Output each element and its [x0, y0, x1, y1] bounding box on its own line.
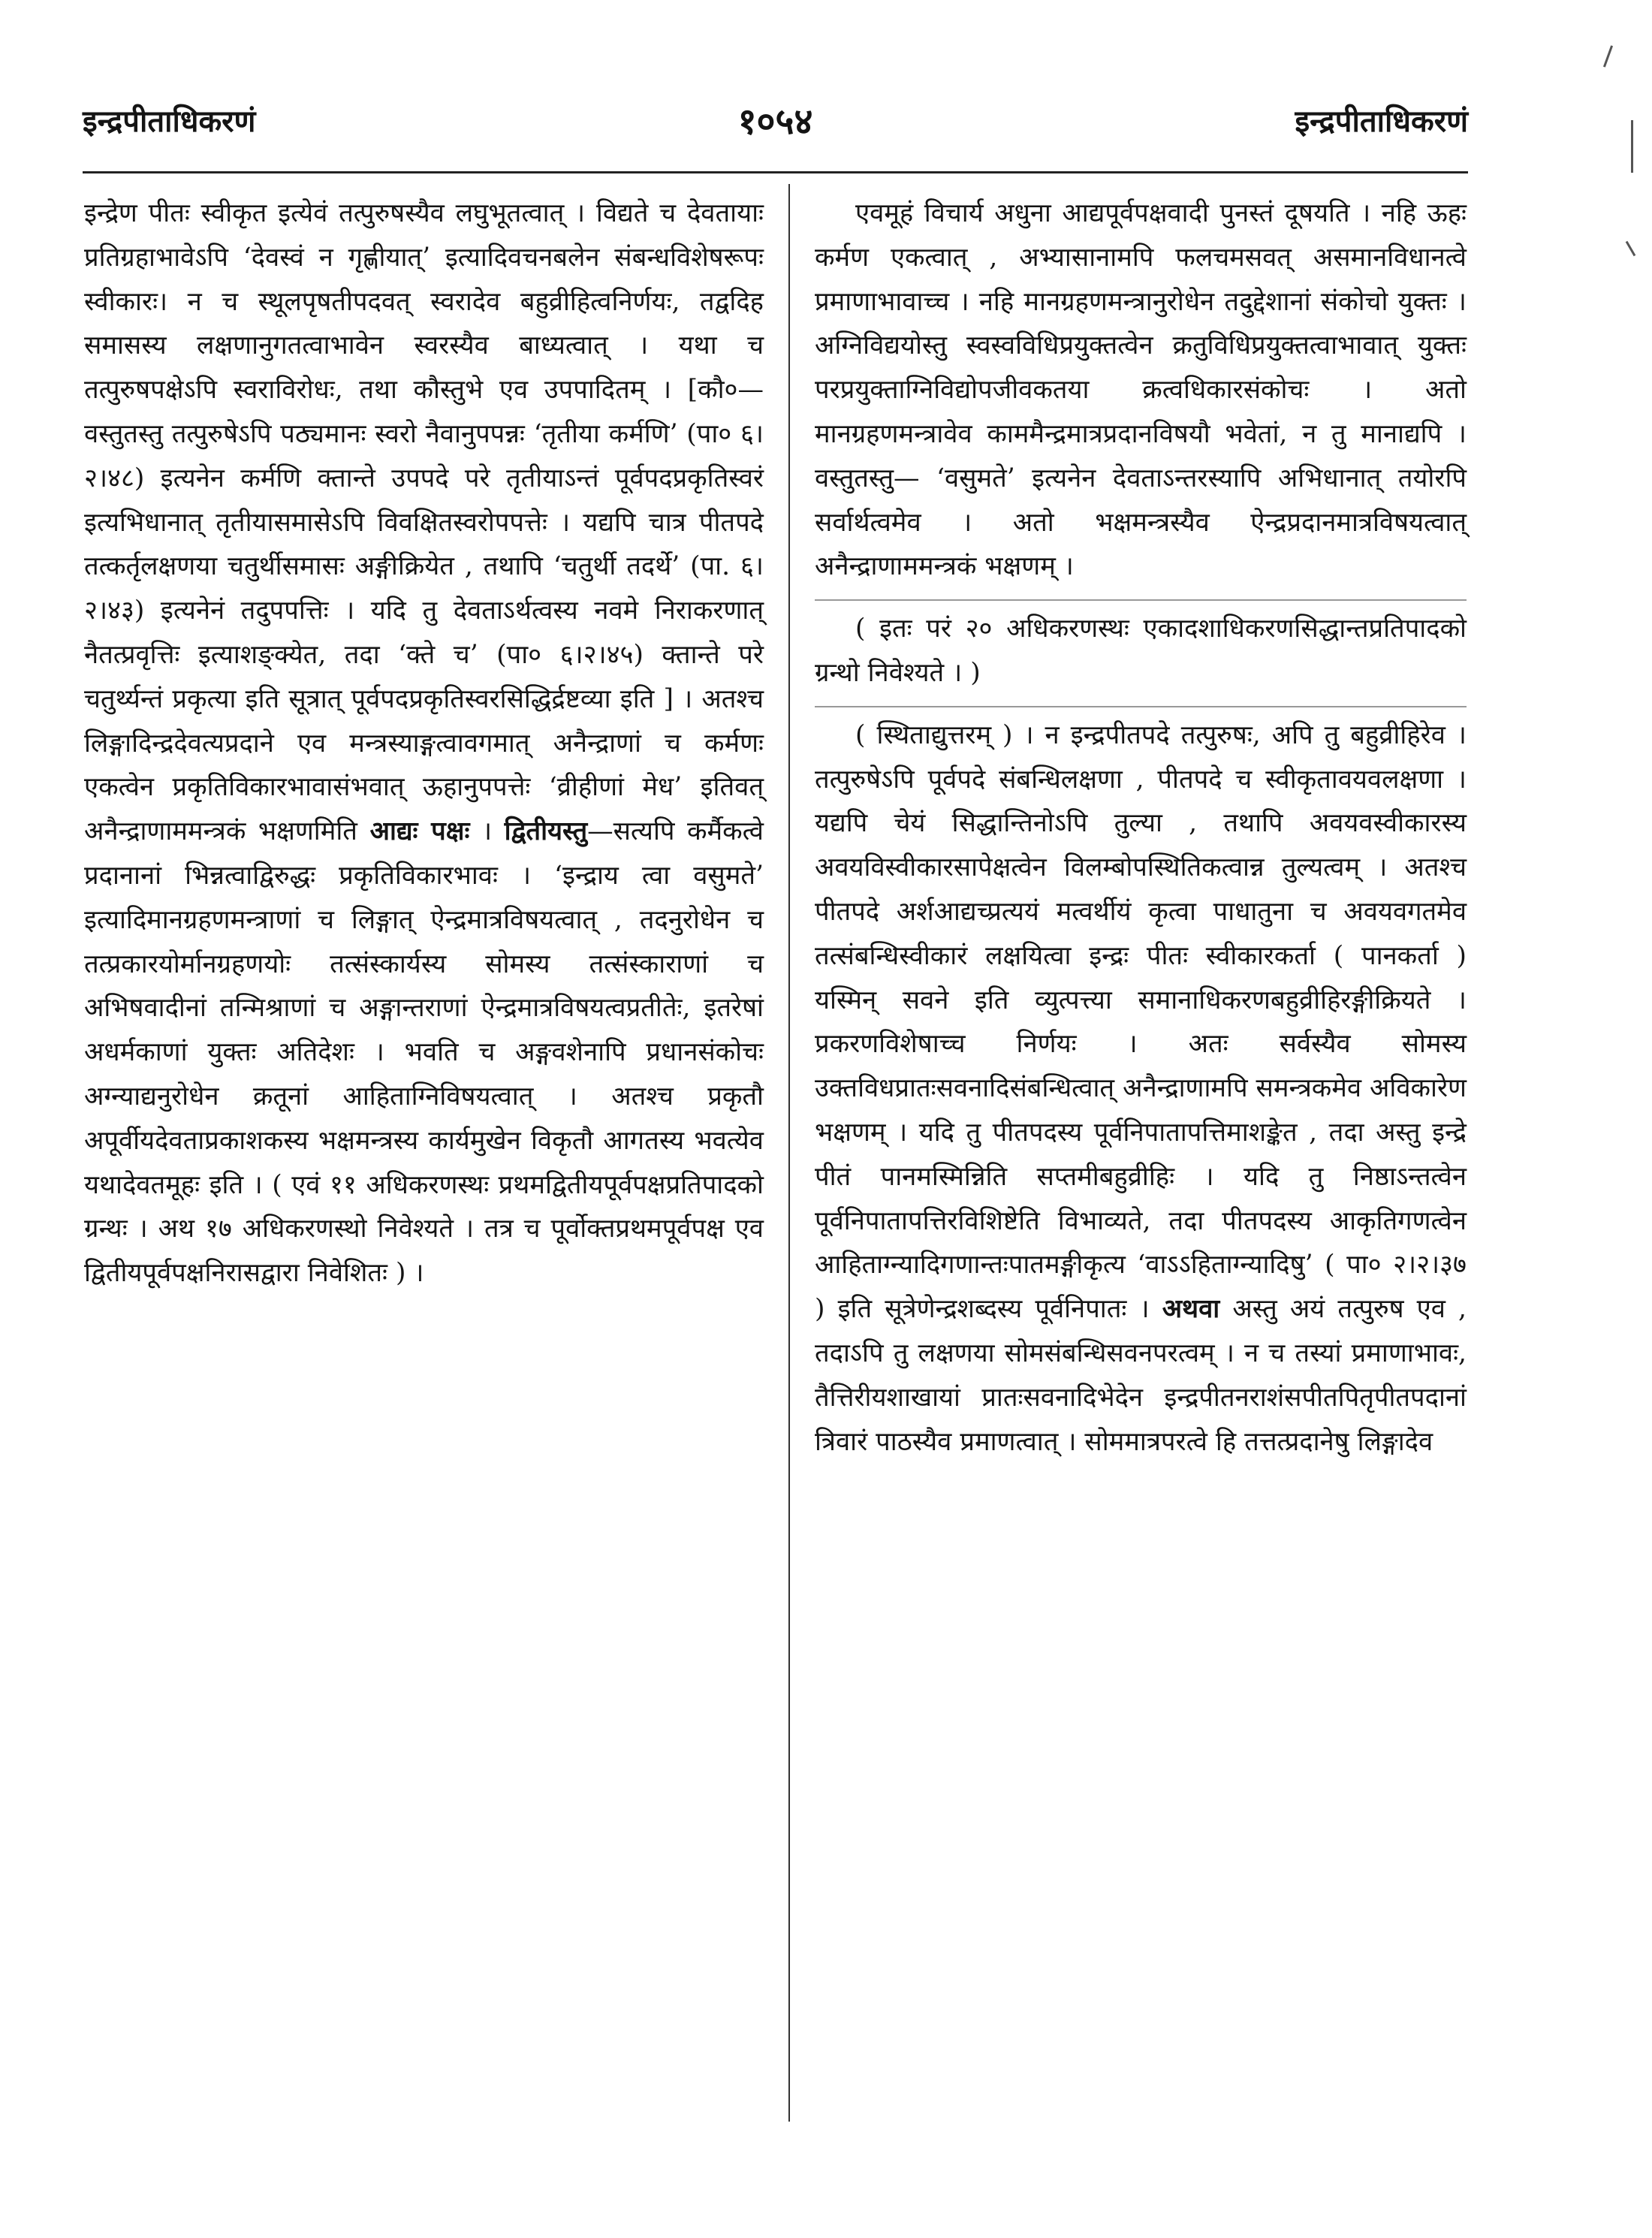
right-paragraph-2: ( इतः परं २० अधिकरणस्थः एकादशाधिकरणसिद्धान्तप्रतिपादको ग्रन्थो निवेश्यते । )	[815, 599, 1467, 695]
second-view-label: द्वितीयस्तु	[504, 816, 588, 847]
page-header	[83, 89, 1468, 156]
right-paragraph-3	[815, 706, 1467, 1464]
left-text-1: इन्द्रेण पीतः स्वीकृत इत्येवं तत्पुरुषस्यैव लघुभूतत्वात् । विद्यते च देवतायाः प्रतिग्रहाभावेऽपि ‘देवस्वं न गृह्णीयात्’ इत्यादिवचनबलेन संबन्धविशेषरूपः स्वीकारः। न च स्थूलपृषतीपदवत् स्वरादेव बहुव्रीहित्वनिर्णयः, तद्वदिह समासस्य लक्षणानुगतत्वाभावेन स्वरस्यैव बाध्यत्वात् । यथा च तत्पुरुषपक्षेऽपि स्वराविरोधः, तथा कौस्तुभे एव उपपादितम् । [कौ०—वस्तुतस्तु तत्पुरुषेऽपि पठ्यमानः स्वरो नैवानुपपन्नः ‘तृतीया कर्मणि’ (पा० ६।२।४८) इत्यनेन कर्मणि क्तान्ते उपपदे परे तृतीयाऽन्तं पूर्वपदप्रकृतिस्वरं इत्यभिधानात् तृतीयासमासेऽपि विवक्षितस्वरोपपत्तेः । यद्यपि चात्र पीतपदे तत्कर्तृलक्षणया चतुर्थीसमासः अङ्गीक्रियेत , तथापि ‘चतुर्थी तदर्थे’ (पा. ६।२।४३) इत्यनेनं तदुपपत्तिः । यदि तु देवताऽर्थत्वस्य नवमे निराकरणात् नैतत्प्रवृत्तिः इत्याशङ्क्येत, तदा ‘क्ते च’ (पा० ६।२।४५) क्तान्ते परे चतुर्थ्यन्तं प्रकृत्या इति सूत्रात् पूर्वपदप्रकृतिस्वरसिद्धिर्द्रष्टव्या इति ] । अतश्च लिङ्गादिन्द्रदेवत्यप्रदाने एव मन्त्रस्याङ्गत्वावगमात् अनैन्द्राणां च कर्मणः एकत्वेन प्रकृतिविकारभावासंभवात् ऊहानुपपत्तेः ‘व्रीहीणां मेध’ इतिवत् अनैन्द्राणाममन्त्रकं भक्षणमिति	[84, 198, 764, 847]
scan-mark	[1631, 120, 1633, 173]
page-number: १०५४	[737, 101, 813, 143]
scan-mark	[1603, 45, 1613, 67]
alternative-label: अथवा	[1162, 1294, 1220, 1325]
right-text-3: ( स्थिताद्युत्तरम् ) । न इन्द्रपीतपदे तत्पुरुषः, अपि तु बहुव्रीहिरेव । तत्पुरुषेऽपि पूर्वपदे संबन्धिलक्षणा , पीतपदे च स्वीकृतावयवलक्षणा । यद्यपि चेयं सिद्धान्तिनोऽपि तुल्या , तथापि अवयवस्वीकारस्य अवयविस्वीकारसापेक्षत्वेन विलम्बोपस्थितिकत्वान्न तुल्यत्वम् । अतश्च पीतपदे अर्शआद्यच्प्रत्ययं मत्वर्थीयं कृत्वा पाधातुना च अवयवगतमेव तत्संबन्धिस्वीकारं लक्षयित्वा इन्द्रः पीतः स्वीकारकर्ता ( पानकर्ता ) यस्मिन् सवने इति व्युत्पत्त्या समानाधिकरणबहुव्रीहिरङ्गीक्रियते । प्रकरणविशेषाच्च निर्णयः । अतः सर्वस्यैव सोमस्य उक्तविधप्रातःसवनादिसंबन्धित्वात् अनैन्द्राणामपि समन्त्रकमेव अविकारेण भक्षणम् । यदि तु पीतपदस्य पूर्वनिपातापत्तिमाशङ्केत , तदा अस्तु इन्द्रे पीतं पानमस्मिन्निति सप्तमीबहुव्रीहिः । यदि तु निष्ठाऽन्तत्वेन पूर्वनिपातापत्तिरविशिष्टेति विभाव्यते, तदा पीतपदस्य आकृतिगणत्वेन आहिताग्न्यादिगणान्तःपातमङ्गीकृत्य ‘वाऽऽहिताग्न्यादिषु’ ( पा० २।२।३७ ) इति सूत्रेणेन्द्रशब्दस्य पूर्वनिपातः ।	[815, 719, 1467, 1325]
header-rule	[83, 171, 1468, 173]
right-column	[815, 192, 1467, 1464]
column-divider	[788, 184, 790, 2122]
running-title-right: इन्द्रपीताधिकरणं	[1295, 104, 1468, 139]
left-column	[84, 192, 764, 1295]
scan-mark	[1626, 241, 1636, 257]
first-view-label: आद्यः पक्षः	[369, 816, 470, 847]
running-title-left: इन्द्रपीताधिकरणं	[83, 104, 256, 139]
right-paragraph-1: एवमूहं विचार्य अधुना आद्यपूर्वपक्षवादी पुनस्तं दूषयति । नहि ऊहः कर्मण एकत्वात् , अभ्यासानामपि फलचमसवत् असमानविधानत्वे प्रमाणाभावाच्च । नहि मानग्रहणमन्त्रानुरोधेन तदुद्देशानां संकोचो युक्तः । अग्निविद्ययोस्तु स्वस्वविधिप्रयुक्तत्वेन क्रतुविधिप्रयुक्तत्वाभावात् युक्तः परप्रयुक्ताग्निविद्योपजीवकतया क्रत्वधिकारसंकोचः । अतो मानग्रहणमन्त्रावेव काममैन्द्रमात्रप्रदानविषयौ भवेतां, न तु मानाद्यपि । वस्तुतस्तु— ‘वसुमते’ इत्यनेन देवताऽन्तरस्यापि अभिधानात् तयोरपि सर्वार्थत्वमेव । अतो भक्षमन्त्रस्यैव ऐन्द्रप्रदानमात्रविषयत्वात् अनैन्द्राणाममन्त्रकं भक्षणम् ।	[815, 198, 1467, 582]
left-text-2: —सत्यपि कर्मैकत्वे प्रदानानां भिन्नत्वाद्विरुद्धः प्रकृतिविकारभावः । ‘इन्द्राय त्वा वसुमते’ इत्यादिमानग्रहणमन्त्राणां च लिङ्गात् ऐन्द्रमात्रविषयत्वात् , तदनुरोधेन च तत्प्रकारयोर्मानग्रहणयोः तत्संस्कार्यस्य सोमस्य तत्संस्काराणां च अभिषवादीनां तन्मिश्राणां च अङ्गान्तराणां ऐन्द्रमात्रविषयत्वप्रतीतेः, इतरेषां अधर्मकाणां युक्तः अतिदेशः । भवति च अङ्गवशेनापि प्रधानसंकोचः अग्न्याद्यनुरोधेन क्रतूनां आहिताग्निविषयत्वात् । अतश्च प्रकृतौ अपूर्वीयदेवताप्रकाशकस्य भक्षमन्त्रस्य कार्यमुखेन विकृतौ आगतस्य भवत्येव यथादेवतमूहः इति । ( एवं ११ अधिकरणस्थः प्रथमद्वितीयपूर्वपक्षप्रतिपादको ग्रन्थः । अथ १७ अधिकरणस्थो निवेश्यते । तत्र च पूर्वोक्तप्रथमपूर्वपक्ष एव द्वितीयपूर्वपक्षनिरासद्वारा निवेशितः ) ।	[84, 816, 764, 1289]
right-text-3-cont: अस्तु अयं तत्पुरुष एव , तदाऽपि तु लक्षणया सोमसंबन्धिसवनपरत्वम् । न च तस्यां प्रमाणाभावः, तैत्तिरीयशाखायां प्रातःसवनादिभेदेन इन्द्रपीतनराशंसपीतपितृपीतपदानां त्रिवारं पाठस्यैव प्रमाणत्वात् । सोममात्रपरत्वे हि तत्तत्प्रदानेषु लिङ्गादेव	[815, 1294, 1467, 1457]
left-paragraph: इन्द्रेण पीतः स्वीकृत इत्येवं तत्पुरुषस्यैव लघुभूतत्वात् । विद्यते च देवतायाः प्रतिग्रहाभावेऽपि ‘देवस्वं न गृह्णीयात्’ इत्यादिवचनबलेन संबन्धविशेषरूपः स्वीकारः। न च स्थूलपृषतीपदवत् स्वरादेव बहुव्रीहित्वनिर्णयः, तद्वदिह समासस्य लक्षणानुगतत्वाभावेन स्वरस्यैव बाध्यत्वात् । यथा च तत्पुरुषपक्षेऽपि स्वराविरोधः, तथा कौस्तुभे एव उपपादितम् । [कौ०—वस्तुतस्तु तत्पुरुषेऽपि पठ्यमानः स्वरो नैवानुपपन्नः ‘तृतीया कर्मणि’ (पा० ६।२।४८) इत्यनेन कर्मणि क्तान्ते उपपदे परे तृतीयाऽन्तं पूर्वपदप्रकृतिस्वरं इत्यभिधानात् तृतीयासमासेऽपि विवक्षितस्वरोपपत्तेः । यद्यपि चात्र पीतपदे तत्कर्तृलक्षणया चतुर्थीसमासः अङ्गीक्रियेत , तथापि ‘चतुर्थी तदर्थे’ (पा. ६।२।४३) इत्यनेनं तदुपपत्तिः । यदि तु देवताऽर्थत्वस्य नवमे निराकरणात् नैतत्प्रवृत्तिः इत्याशङ्क्येत, तदा ‘क्ते च’ (पा० ६।२।४५) क्तान्ते परे चतुर्थ्यन्तं प्रकृत्या इति सूत्रात् पूर्वपदप्रकृतिस्वरसिद्धिर्द्रष्टव्या इति ] । अतश्च लिङ्गादिन्द्रदेवत्यप्रदाने एव मन्त्रस्याङ्गत्वावगमात् अनैन्द्राणां च कर्मणः एकत्वेन प्रकृतिविकारभावासंभवात् ऊहानुपपत्तेः ‘व्रीहीणां मेध’ इतिवत् अनैन्द्राणाममन्त्रकं भक्षणमिति आद्यः पक्षः । द्वितीयस्तु—सत्यपि कर्मैकत्वे प्रदानानां भिन्नत्वाद्विरुद्धः प्रकृतिविकारभावः । ‘इन्द्राय त्वा वसुमते’ इत्यादिमानग्रहणमन्त्राणां च लिङ्गात् ऐन्द्रमात्रविषयत्वात् , तदनुरोधेन च तत्प्रकारयोर्मानग्रहणयोः तत्संस्कार्यस्य सोमस्य तत्संस्काराणां च अभिषवादीनां तन्मिश्राणां च अङ्गान्तराणां ऐन्द्रमात्रविषयत्वप्रतीतेः, इतरेषां अधर्मकाणां युक्तः अतिदेशः । भवति च अङ्गवशेनापि प्रधानसंकोचः अग्न्याद्यनुरोधेन क्रतूनां आहिताग्निविषयत्वात् । अतश्च प्रकृतौ अपूर्वीयदेवताप्रकाशकस्य भक्षमन्त्रस्य कार्यमुखेन विकृतौ आगतस्य भवत्येव यथादेवतमूहः इति । ( एवं ११ अधिकरणस्थः प्रथमद्वितीयपूर्वपक्षप्रतिपादको ग्रन्थः । अथ १७ अधिकरणस्थो निवेश्यते । तत्र च पूर्वोक्तप्रथमपूर्वपक्ष एव द्वितीयपूर्वपक्षनिरासद्वारा निवेशितः ) ।	[84, 198, 764, 1289]
